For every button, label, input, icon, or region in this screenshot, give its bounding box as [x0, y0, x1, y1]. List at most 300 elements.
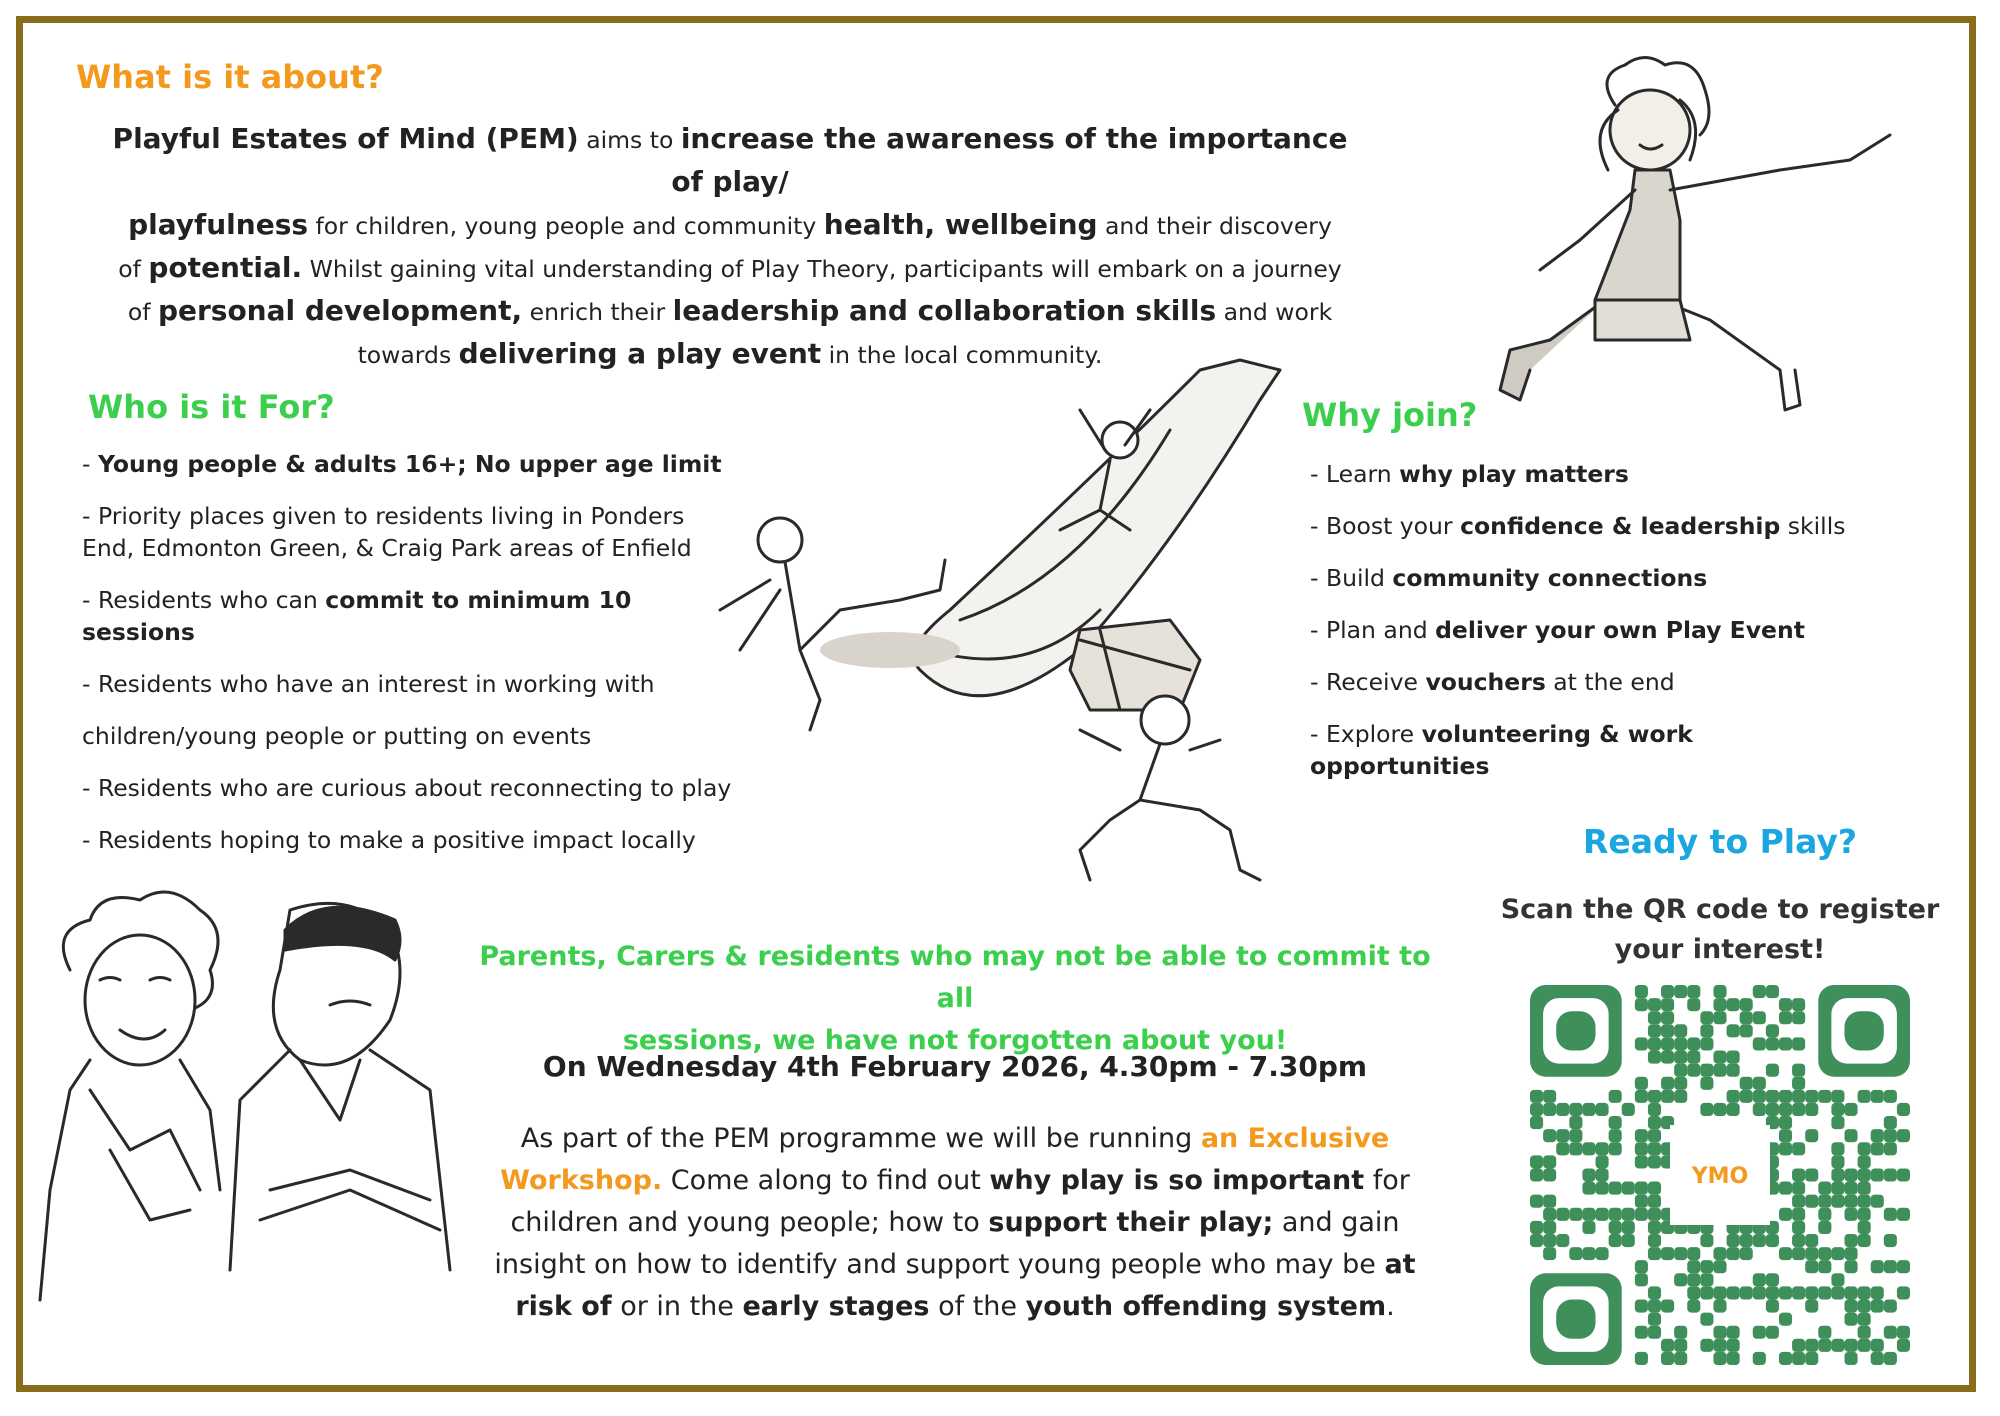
qr-module	[1674, 1273, 1687, 1286]
intro-text: increase the awareness of the importance of play/	[671, 122, 1348, 198]
qr-module	[1792, 1352, 1805, 1365]
qr-module	[1648, 1208, 1661, 1221]
qr-module	[1713, 1352, 1726, 1365]
qr-module	[1713, 1299, 1726, 1312]
qr-module	[1530, 1234, 1543, 1247]
qr-module	[1582, 1103, 1595, 1116]
qr-finder	[1556, 1299, 1595, 1338]
qr-module	[1661, 1051, 1674, 1064]
qr-module	[1844, 1182, 1857, 1195]
qr-module	[1858, 1142, 1871, 1155]
qr-module	[1543, 1234, 1556, 1247]
qr-module	[1543, 1221, 1556, 1234]
qr-module	[1779, 1286, 1792, 1299]
jumping-girl-illustration	[1380, 50, 1960, 450]
qr-module	[1727, 1103, 1740, 1116]
qr-module	[1792, 1142, 1805, 1155]
qr-module	[1844, 1260, 1857, 1273]
qr-module	[1661, 1352, 1674, 1365]
qr-module	[1844, 1168, 1857, 1181]
qr-module	[1792, 1037, 1805, 1050]
qr-module	[1569, 1103, 1582, 1116]
qr-module	[1818, 1221, 1831, 1234]
qr-module	[1713, 1260, 1726, 1273]
qr-module	[1609, 1234, 1622, 1247]
qr-module	[1792, 1247, 1805, 1260]
qr-module	[1792, 1339, 1805, 1352]
qr-module	[1713, 1339, 1726, 1352]
qr-module	[1831, 1182, 1844, 1195]
qr-module	[1674, 1090, 1687, 1103]
qr-module	[1766, 1299, 1779, 1312]
qr-module	[1884, 1352, 1897, 1365]
qr-module	[1674, 985, 1687, 998]
qr-module	[1779, 1103, 1792, 1116]
qr-module	[1727, 1051, 1740, 1064]
why-item: - Explore volunteering & work opportunities	[1310, 720, 1693, 780]
qr-module	[1635, 1273, 1648, 1286]
qr-module	[1543, 1129, 1556, 1142]
qr-module	[1897, 1103, 1910, 1116]
qr-module	[1779, 1313, 1792, 1326]
qr-module	[1871, 1352, 1884, 1365]
who-item: - Priority places given to residents living in Ponders End, Edmonton Green, & Craig Park areas of Enfield	[82, 502, 692, 562]
qr-module	[1818, 1326, 1831, 1339]
scan-instruction: Scan the QR code to register your interest!	[1500, 894, 1940, 965]
qr-module	[1753, 1352, 1766, 1365]
who-list	[82, 448, 742, 876]
qr-module	[1779, 1182, 1792, 1195]
qr-module	[1648, 1024, 1661, 1037]
qr-module	[1648, 1037, 1661, 1050]
qr-module	[1687, 1051, 1700, 1064]
qr-module	[1727, 1024, 1740, 1037]
qr-module	[1766, 1286, 1779, 1299]
qr-module	[1884, 1234, 1897, 1247]
qr-module	[1779, 998, 1792, 1011]
qr-module	[1792, 1090, 1805, 1103]
qr-module	[1635, 1352, 1648, 1365]
who-item: - Residents who can commit to minimum 10 sessions	[82, 586, 632, 646]
qr-module	[1805, 1260, 1818, 1273]
qr-module	[1884, 1142, 1897, 1155]
qr-module	[1661, 1037, 1674, 1050]
qr-module	[1700, 1011, 1713, 1024]
qr-module	[1713, 1051, 1726, 1064]
parents-line: sessions, we have not forgotten about you!	[622, 1025, 1288, 1056]
qr-module	[1727, 1286, 1740, 1299]
qr-module	[1700, 1064, 1713, 1077]
parents-couple-illustration	[30, 890, 470, 1310]
qr-module	[1727, 1090, 1740, 1103]
intro-paragraph	[100, 118, 1360, 376]
qr-module	[1661, 1339, 1674, 1352]
qr-module	[1779, 1352, 1792, 1365]
qr-module	[1687, 1273, 1700, 1286]
qr-module	[1792, 1195, 1805, 1208]
qr-logo: YMO	[1691, 1164, 1749, 1189]
qr-module	[1622, 1208, 1635, 1221]
qr-module	[1858, 1339, 1871, 1352]
qr-module	[1805, 1286, 1818, 1299]
qr-module	[1648, 1326, 1661, 1339]
qr-module	[1831, 1116, 1844, 1129]
qr-module	[1700, 1077, 1713, 1090]
qr-module	[1609, 1221, 1622, 1234]
qr-module	[1687, 1286, 1700, 1299]
qr-module	[1596, 1182, 1609, 1195]
qr-module	[1622, 1182, 1635, 1195]
qr-module	[1779, 1037, 1792, 1050]
intro-text: for children, young people and community	[308, 212, 824, 240]
qr-module	[1844, 1339, 1857, 1352]
qr-module	[1727, 1247, 1740, 1260]
qr-code[interactable]	[1530, 985, 1910, 1365]
qr-module	[1792, 1234, 1805, 1247]
qr-module	[1687, 1064, 1700, 1077]
qr-module	[1635, 1195, 1648, 1208]
qr-module	[1648, 1051, 1661, 1064]
qr-module	[1543, 1208, 1556, 1221]
qr-module	[1805, 1168, 1818, 1181]
qr-module	[1753, 1011, 1766, 1024]
qr-module	[1661, 1090, 1674, 1103]
qr-module	[1609, 1090, 1622, 1103]
qr-module	[1648, 1090, 1661, 1103]
qr-module	[1713, 1286, 1726, 1299]
qr-module	[1530, 1103, 1543, 1116]
qr-module	[1805, 1129, 1818, 1142]
qr-module	[1831, 1090, 1844, 1103]
qr-module	[1661, 1077, 1674, 1090]
qr-module	[1792, 1064, 1805, 1077]
qr-module	[1753, 1090, 1766, 1103]
qr-module	[1674, 1024, 1687, 1037]
slide-children-illustration	[700, 350, 1300, 910]
qr-module	[1779, 1090, 1792, 1103]
qr-module	[1897, 1286, 1910, 1299]
qr-module	[1831, 1273, 1844, 1286]
qr-module	[1740, 998, 1753, 1011]
intro-text: aims to	[578, 126, 681, 154]
qr-module	[1596, 1208, 1609, 1221]
qr-module	[1818, 1195, 1831, 1208]
qr-module	[1622, 1234, 1635, 1247]
qr-module	[1884, 1299, 1897, 1312]
qr-module	[1661, 1011, 1674, 1024]
qr-module	[1674, 1247, 1687, 1260]
qr-module	[1635, 1155, 1648, 1168]
qr-module	[1569, 1142, 1582, 1155]
qr-module	[1727, 1339, 1740, 1352]
qr-module	[1727, 1352, 1740, 1365]
qr-module	[1530, 1221, 1543, 1234]
qr-module	[1766, 985, 1779, 998]
qr-module	[1727, 998, 1740, 1011]
qr-module	[1674, 1064, 1687, 1077]
qr-module	[1844, 1129, 1857, 1142]
qr-module	[1831, 1339, 1844, 1352]
qr-module	[1582, 1182, 1595, 1195]
qr-module	[1635, 1182, 1648, 1195]
qr-module	[1596, 1168, 1609, 1181]
qr-module	[1858, 1168, 1871, 1181]
qr-module	[1661, 1024, 1674, 1037]
qr-module	[1871, 1260, 1884, 1273]
qr-module	[1713, 985, 1726, 998]
intro-text: delivering a play event	[458, 337, 822, 370]
qr-module	[1622, 1103, 1635, 1116]
qr-module	[1648, 1129, 1661, 1142]
qr-module	[1635, 1037, 1648, 1050]
qr-module	[1635, 1208, 1648, 1221]
qr-module	[1805, 1339, 1818, 1352]
qr-module	[1727, 1326, 1740, 1339]
qr-module	[1674, 1339, 1687, 1352]
qr-module	[1884, 1090, 1897, 1103]
qr-module	[1596, 1155, 1609, 1168]
qr-module	[1792, 1077, 1805, 1090]
why-item: - Plan and deliver your own Play Event	[1310, 616, 1805, 644]
intro-text: in the local community.	[821, 341, 1103, 369]
qr-module	[1818, 1090, 1831, 1103]
qr-module	[1844, 1247, 1857, 1260]
qr-module	[1648, 1313, 1661, 1326]
qr-module	[1661, 998, 1674, 1011]
qr-module	[1858, 1195, 1871, 1208]
why-heading: Why join?	[1302, 396, 1478, 434]
qr-module	[1779, 1116, 1792, 1129]
who-heading: Who is it For?	[88, 388, 335, 426]
qr-module	[1844, 1313, 1857, 1326]
qr-module	[1753, 1037, 1766, 1050]
qr-module	[1884, 1168, 1897, 1181]
qr-module	[1858, 1326, 1871, 1339]
qr-module	[1556, 1142, 1569, 1155]
qr-module	[1805, 1195, 1818, 1208]
qr-module	[1609, 1142, 1622, 1155]
qr-module	[1674, 1326, 1687, 1339]
qr-module	[1609, 1116, 1622, 1129]
qr-module	[1766, 1090, 1779, 1103]
qr-module	[1556, 1208, 1569, 1221]
qr-module	[1792, 1103, 1805, 1116]
qr-module	[1648, 1116, 1661, 1129]
qr-module	[1805, 1352, 1818, 1365]
qr-module	[1609, 1129, 1622, 1142]
qr-module	[1858, 1090, 1871, 1103]
qr-module	[1858, 1221, 1871, 1234]
qr-module	[1648, 1182, 1661, 1195]
qr-module	[1766, 1273, 1779, 1286]
qr-module	[1871, 1195, 1884, 1208]
qr-module	[1753, 1273, 1766, 1286]
qr-module	[1713, 1103, 1726, 1116]
qr-module	[1700, 1339, 1713, 1352]
qr-module	[1831, 1155, 1844, 1168]
qr-module	[1569, 1208, 1582, 1221]
qr-module	[1818, 1182, 1831, 1195]
qr-module	[1871, 1299, 1884, 1312]
qr-module	[1831, 1286, 1844, 1299]
qr-module	[1844, 1103, 1857, 1116]
qr-module	[1805, 1234, 1818, 1247]
qr-module	[1596, 1103, 1609, 1116]
qr-module	[1858, 1182, 1871, 1195]
qr-module	[1844, 1208, 1857, 1221]
qr-module	[1831, 1103, 1844, 1116]
qr-module	[1569, 1247, 1582, 1260]
qr-module	[1831, 1247, 1844, 1260]
qr-module	[1582, 1247, 1595, 1260]
qr-module	[1897, 1208, 1910, 1221]
qr-module	[1713, 1247, 1726, 1260]
qr-module	[1648, 1286, 1661, 1299]
qr-module	[1596, 1247, 1609, 1260]
qr-module	[1687, 1299, 1700, 1312]
qr-module	[1818, 1339, 1831, 1352]
qr-module	[1635, 998, 1648, 1011]
intro-text: personal development,	[157, 294, 523, 327]
qr-module	[1844, 1286, 1857, 1299]
qr-module	[1858, 1286, 1871, 1299]
intro-text: Whilst gaining vital understanding of Play Theory, participants will embark on a journey	[302, 255, 1342, 283]
qr-module	[1792, 1221, 1805, 1234]
qr-module	[1727, 1064, 1740, 1077]
qr-module	[1871, 1090, 1884, 1103]
qr-module	[1792, 1182, 1805, 1195]
qr-module	[1622, 1221, 1635, 1234]
qr-module	[1740, 1077, 1753, 1090]
qr-module	[1831, 1195, 1844, 1208]
who-item: - Residents hoping to make a positive impact locally	[82, 826, 696, 854]
qr-module	[1766, 1037, 1779, 1050]
qr-module	[1648, 1247, 1661, 1260]
qr-module	[1858, 1299, 1871, 1312]
qr-module	[1844, 1195, 1857, 1208]
qr-module	[1884, 1260, 1897, 1273]
qr-module	[1661, 1247, 1674, 1260]
qr-module	[1897, 1168, 1910, 1181]
qr-module	[1582, 1168, 1595, 1181]
qr-module	[1753, 1326, 1766, 1339]
qr-module	[1661, 1299, 1674, 1312]
intro-line-3	[100, 247, 1360, 290]
qr-module	[1530, 1195, 1543, 1208]
qr-module	[1609, 1182, 1622, 1195]
qr-module	[1713, 1064, 1726, 1077]
qr-module	[1779, 1129, 1792, 1142]
qr-module	[1543, 1195, 1556, 1208]
qr-module	[1687, 1037, 1700, 1050]
qr-module	[1635, 1090, 1648, 1103]
qr-module	[1831, 1142, 1844, 1155]
qr-module	[1766, 1064, 1779, 1077]
qr-module	[1569, 1129, 1582, 1142]
qr-module	[1805, 1090, 1818, 1103]
qr-module	[1582, 1142, 1595, 1155]
qr-module	[1635, 1299, 1648, 1312]
qr-module	[1556, 1129, 1569, 1142]
qr-finder	[1556, 1011, 1595, 1050]
qr-module	[1740, 1247, 1753, 1260]
qr-module	[1674, 1051, 1687, 1064]
parents-notice	[470, 936, 1440, 1062]
qr-module	[1779, 1142, 1792, 1155]
qr-module	[1700, 1103, 1713, 1116]
qr-module	[1648, 1221, 1661, 1234]
qr-module	[1740, 1011, 1753, 1024]
qr-module	[1897, 1260, 1910, 1273]
qr-module	[1674, 1077, 1687, 1090]
qr-module	[1792, 1168, 1805, 1181]
qr-module	[1700, 1234, 1713, 1247]
qr-module	[1543, 1103, 1556, 1116]
intro-text: health, wellbeing	[823, 208, 1098, 241]
intro-text: Playful Estates of Mind (PEM)	[112, 122, 579, 155]
qr-module	[1740, 1286, 1753, 1299]
qr-module	[1766, 1326, 1779, 1339]
qr-module	[1648, 1011, 1661, 1024]
qr-module	[1740, 1090, 1753, 1103]
qr-module	[1858, 1208, 1871, 1221]
qr-module	[1792, 998, 1805, 1011]
qr-module	[1792, 1208, 1805, 1221]
qr-module	[1805, 1247, 1818, 1260]
event-date: On Wednesday 4th February 2026, 4.30pm - 7.30pm	[542, 1050, 1368, 1083]
qr-module	[1543, 1247, 1556, 1260]
qr-module	[1858, 1234, 1871, 1247]
intro-line-4	[100, 290, 1360, 333]
qr-module	[1753, 985, 1766, 998]
qr-module	[1635, 1142, 1648, 1155]
qr-finder	[1844, 1011, 1883, 1050]
qr-module	[1818, 1260, 1831, 1273]
qr-module	[1635, 1129, 1648, 1142]
qr-module	[1871, 1168, 1884, 1181]
qr-module	[1530, 1155, 1543, 1168]
why-item: - Learn why play matters	[1310, 460, 1629, 488]
qr-module	[1740, 1024, 1753, 1037]
qr-module	[1530, 1116, 1543, 1129]
why-item: - Build community connections	[1310, 564, 1708, 592]
qr-module	[1884, 1326, 1897, 1339]
qr-module	[1543, 1090, 1556, 1103]
who-item: - Residents who are curious about reconnecting to play	[82, 774, 732, 802]
parents-line: Parents, Carers & residents who may not be able to commit to all	[479, 941, 1431, 1014]
qr-module	[1871, 1142, 1884, 1155]
qr-module	[1844, 1352, 1857, 1365]
intro-text: and their discovery	[1097, 212, 1332, 240]
qr-module	[1648, 1103, 1661, 1116]
qr-module	[1556, 1103, 1569, 1116]
qr-module	[1844, 1234, 1857, 1247]
qr-module	[1687, 985, 1700, 998]
qr-module	[1740, 1234, 1753, 1247]
qr-module	[1792, 1011, 1805, 1024]
why-item: - Boost your confidence & leadership skills	[1310, 512, 1846, 540]
qr-module	[1858, 1313, 1871, 1326]
qr-module	[1844, 1299, 1857, 1312]
intro-text: and work	[1216, 298, 1333, 326]
qr-module	[1582, 1208, 1595, 1221]
intro-text: enrich their	[522, 298, 673, 326]
qr-module	[1884, 1129, 1897, 1142]
qr-module	[1753, 1234, 1766, 1247]
qr-module	[1700, 1313, 1713, 1326]
qr-module	[1543, 1155, 1556, 1168]
qr-module	[1897, 1339, 1910, 1352]
